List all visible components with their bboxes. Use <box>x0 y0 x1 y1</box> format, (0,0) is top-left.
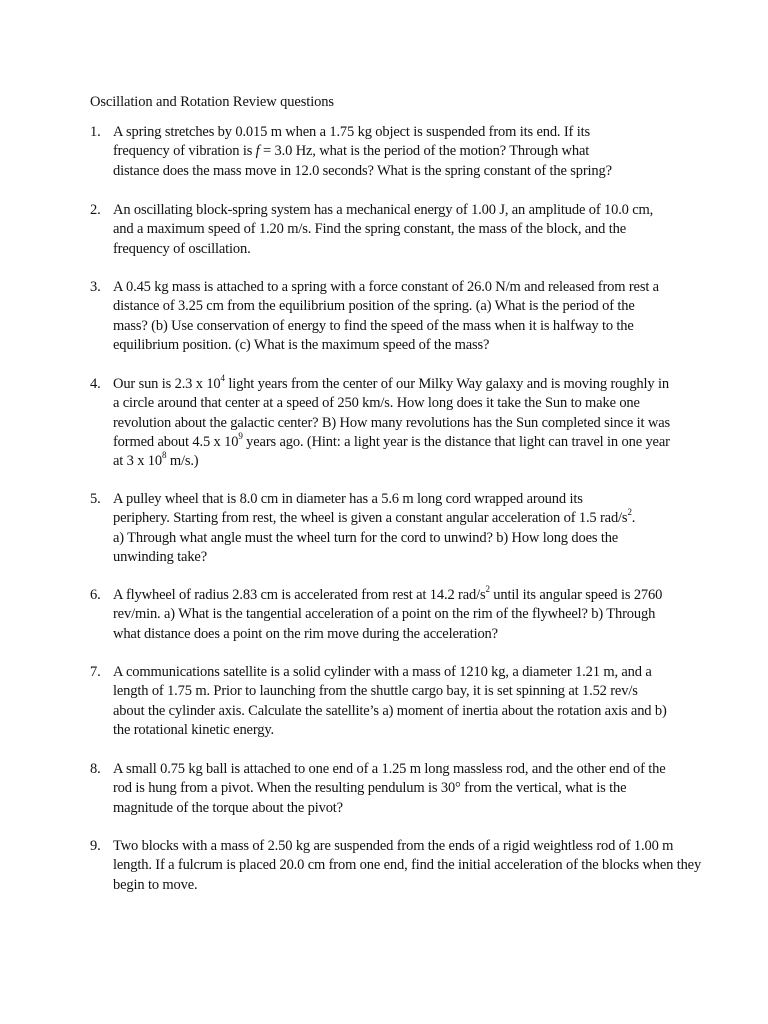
question-text: A small 0.75 kg ball is attached to one end of a 1.25 m long massless rod, and the other end of the rod is hung from a pivot. When the resulting pendulum is 30° from the vertical, what is the magnitude of the torque about the pivot? <box>113 761 666 816</box>
question-text: A flywheel of radius 2.83 cm is accelerated from rest at 14.2 rad/$s^2$ until its angular speed is 2760 rev/min. a) What is the tangential acceleration of a point on the rim of the flywheel? b) Through what distance does a point on the rim move during the acceleration? <box>113 584 663 642</box>
question-number: 8. <box>90 761 101 777</box>
question-text: An oscillating block-spring system has a mechanical energy of 1.00 J, an amplitude of 10.0 cm, and a maximum speed of 1.20 m/s. Find the spring constant, the mass of the block, and the frequency of oscillation. <box>113 202 654 257</box>
question-text: A pulley wheel that is 8.0 cm in diameter has a 5.6 m long cord wrapped around its periphery. Starting from rest, the wheel is given a constant angular acceleration of 1.5 rad/$s^2$. a) Through what angle must the wheel turn for the cord to unwind? b) How long does the unwinding take? <box>113 491 636 565</box>
question-number: 4. <box>90 376 101 392</box>
question-number: 5. <box>90 491 101 507</box>
question-item <box>90 375 702 471</box>
question-text: A communications satellite is a solid cylinder with a mass of 1210 kg, a diameter 1.21 m, and a length of 1.75 m. Prior to launching from the shuttle cargo bay, it is set spinning at 1.52 rev/s about the cylinder axis. Calculate the satellite’s a) moment of inertia about the rotation axis and b) the rotational kinetic energy. <box>113 664 667 738</box>
question-number: 2. <box>90 202 101 218</box>
question-text: Two blocks with a mass of 2.50 kg are suspended from the ends of a rigid weightless rod of 1.00 m length. If a fulcrum is placed 20.0 cm from one end, find the initial acceleration of the blocks when they begin to move. <box>113 838 702 893</box>
question-item <box>90 760 702 818</box>
question-text: A 0.45 kg mass is attached to a spring with a force constant of 26.0 N/m and released from rest a distance of 3.25 cm from the equilibrium position of the spring. (a) What is the period of the mass? (b) Use conservation of energy to find the speed of the mass when it is halfway to the equilibrium position. (c) What is the maximum speed of the mass? <box>113 279 659 353</box>
question-number: 6. <box>90 587 101 603</box>
question-item <box>90 837 702 895</box>
question-item <box>90 663 702 740</box>
question-number: 3. <box>90 279 101 295</box>
question-item <box>90 586 702 644</box>
question-text: A spring stretches by 0.015 m when a 1.75 kg object is suspended from its end. If its frequency of vibration is f = 3.0 Hz, what is the period of the motion? Through what distance does the mass move in 12.0 seconds? What is the spring constant of the spring? <box>113 124 612 179</box>
question-item <box>90 278 702 355</box>
document-title: Oscillation and Rotation Review questions <box>90 94 334 110</box>
question-text: Our sun is 2.3 x $10^4$ light years from the center of our Milky Way galaxy and is moving roughly in a circle around that center at a speed of 250 km/s. How long does it take the Sun to make one revolution about the galactic center? B) How many revolutions has the Sun completed since it was formed about 4.5 x $10^9$ years ago. (Hint: a light year is the distance that light can travel in one year at 3 x $10^8$ m/s.) <box>113 373 670 470</box>
question-number: 9. <box>90 838 101 854</box>
question-number: 1. <box>90 124 101 140</box>
question-number: 7. <box>90 664 101 680</box>
question-item <box>90 490 702 567</box>
question-item <box>90 123 702 181</box>
question-item <box>90 201 702 259</box>
